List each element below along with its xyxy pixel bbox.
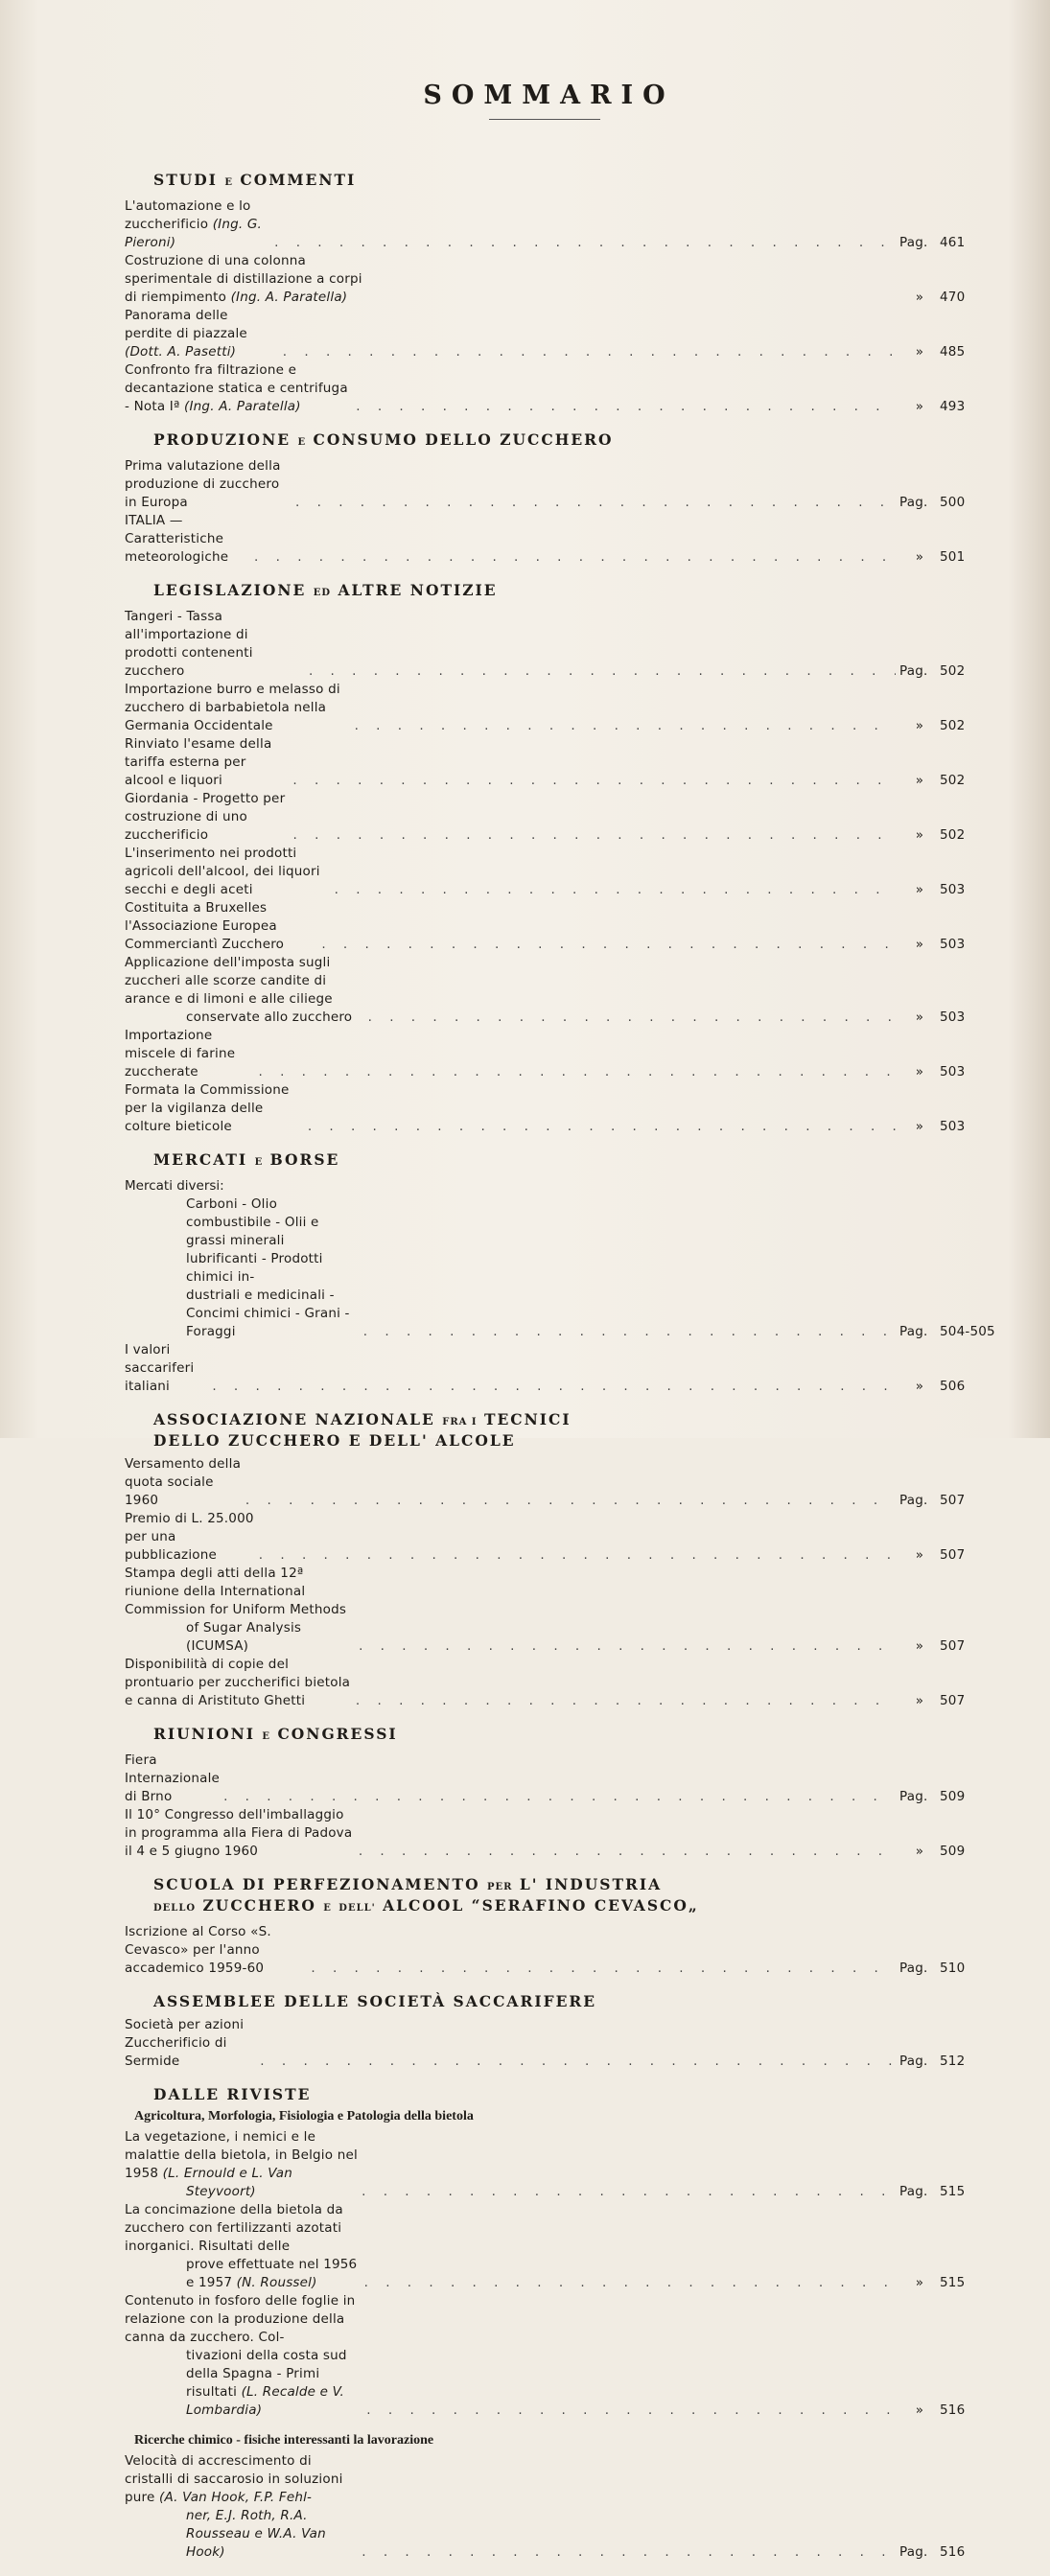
section-riunioni [125,1725,997,1861]
toc-entry[interactable]: Applicazione dell'imposta sugli zuccheri alle scorze candite di arance e di limoni e alle ciliege conservate allo zucchero . . . » 503 [125,954,997,1027]
toc-entry[interactable]: L'inserimento nei prodotti agricoli dell'alcool, dei liquori secchi e degli aceti . . . » 503 [125,845,997,899]
toc-entry[interactable]: L'automazione e lo zuccherificio (Ing. G. Pieroni) . . . Pag. 461 [125,197,997,252]
toc-entry[interactable]: Prima valutazione della produzione di zucchero in Europa . . . Pag. 500 [125,457,997,512]
toc-entry[interactable]: Giordania - Progetto per costruzione di uno zuccherificio . . . » 502 [125,790,997,845]
toc-entry[interactable]: Il 10° Congresso dell'imballaggio in programma alla Fiera di Padova il 4 e 5 giugno 1960 . . . » 509 [125,1806,997,1861]
group-label: Mercati diversi: [125,1178,224,1194]
section-assemblee [125,1992,997,2071]
toc-entry[interactable]: Iscrizione al Corso «S. Cevasco» per l'anno accademico 1959-60 . . . Pag. 510 [125,1923,997,1978]
section-heading: RIUNIONI E CONGRESSI [153,1725,398,1743]
section-legislazione [125,581,997,1136]
toc-entry[interactable]: ITALIA — Caratteristiche meteorologiche . . . » 501 [125,512,997,567]
toc-entry[interactable]: Stampa degli atti della 12ª riunione della International Commission for Uniform Methods of Sugar Analysis (ICUMSA) . . . » 507 [125,1565,997,1656]
title-underline [489,119,600,120]
toc-entry[interactable]: I valori saccariferi italiani . . . » 506 [125,1341,997,1396]
section-mercati [125,1150,997,1396]
section-studi [125,171,997,416]
section-scuola [125,1875,997,1978]
toc-entry[interactable]: Importazione miscele di farine zuccherate . . . » 503 [125,1027,997,1081]
section-heading: MERCATI E BORSE [153,1150,340,1169]
toc-entry[interactable]: La concimazione della bietola da zucchero con fertilizzanti azotati inorganici. Risultati delle prove effettuate nel 1956 e 1957 (N. Roussel) . . . » 515 [125,2201,997,2292]
toc-entry[interactable]: Disponibilità di copie del prontuario per zuccherifici bietola e canna di Aristituto Ghetti . . . » 507 [125,1656,997,1710]
subsection-heading: Agricoltura, Morfologia, Fisiologia e Patologia della bietola [134,2109,474,2123]
toc-entry[interactable]: Contenuto in fosforo delle foglie in relazione con la produzione della canna da zucchero. Col- tivazioni della costa sud della Spagna - Primi risultati (L. Recalde e V. Lombardia) . . . » 516 [125,2292,997,2420]
toc-entry[interactable]: Premio di L. 25.000 per una pubblicazione . . . » 507 [125,1510,997,1565]
section-heading: LEGISLAZIONE ED ALTRE NOTIZIE [153,581,498,599]
section-heading: PRODUZIONE E CONSUMO DELLO ZUCCHERO [153,430,614,449]
toc-entry[interactable]: Tangeri - Tassa all'importazione di prodotti contenenti zucchero . . . Pag. 502 [125,608,997,681]
subsection-heading: Ricerche chimico - fisiche interessanti la lavorazione [134,2433,434,2448]
section-heading: STUDI E COMMENTI [153,171,357,189]
section-heading: ASSEMBLEE DELLE SOCIETÀ SACCARIFERE [153,1992,597,2010]
toc-entry[interactable]: Costituita a Bruxelles l'Associazione Europea Commerciantì Zucchero . . . » 503 [125,899,997,954]
toc-entry[interactable]: Carboni - Olio combustibile - Olii e grassi minerali lubrificanti - Prodotti chimici in- dustriali e medicinali - Concimi chimici - Grani - Foraggi . . . Pag. 504-505 [125,1195,997,1341]
toc-entry[interactable]: Fiera Internazionale di Brno . . . Pag. 509 [125,1752,997,1806]
section-produzione [125,430,997,567]
toc-entry[interactable]: Versamento della quota sociale 1960 . . . Pag. 507 [125,1455,997,1510]
table-of-contents [125,171,997,2576]
toc-entry[interactable]: Panorama delle perdite di piazzale (Dott. A. Pasetti) . . . » 485 [125,307,997,361]
page-title: SOMMARIO [423,81,675,110]
toc-entry[interactable]: Confronto fra filtrazione e decantazione statica e centrifuga - Nota Iª (Ing. A. Paratella) . . . » 493 [125,361,997,416]
section-heading: ASSOCIAZIONE NAZIONALE FRA I TECNICI DELLO ZUCCHERO E DELL' ALCOLE [153,1410,572,1450]
section-heading: DALLE RIVISTE [153,2085,312,2103]
toc-entry[interactable]: Velocità di accrescimento di cristalli di saccarosio in soluzioni pure (A. Van Hook, F.P. Fehl- ner, E.J. Roth, R.A. Rousseau e W.A. Van Hook) . . . Pag. 516 [125,2452,997,2562]
toc-entry[interactable]: La vegetazione, i nemici e le malattie della bietola, in Belgio nel 1958 (L. Ernould e L. Van Steyvoort) . . . Pag. 515 [125,2128,997,2201]
section-associazione [125,1410,997,1710]
toc-entry[interactable]: Importazione burro e melasso di zucchero di barbabietola nella Germania Occidentale . . . » 502 [125,681,997,735]
toc-entry[interactable]: Rinviato l'esame della tariffa esterna per alcool e liquori . . . » 502 [125,735,997,790]
section-riviste [125,2085,997,2562]
section-heading: SCUOLA DI PERFEZIONAMENTO PER L' INDUSTRIA DELLO ZUCCHERO E DELL' ALCOOL “SERAFINO CEVASCO„ [153,1875,699,1915]
toc-entry[interactable]: Società per azioni Zuccherificio di Sermide . . . Pag. 512 [125,2016,997,2071]
toc-entry[interactable]: Costruzione di una colonna sperimentale di distillazione a corpi di riempimento (Ing. A. Paratella) » 470 [125,253,966,305]
toc-entry[interactable]: Formata la Commissione per la vigilanza delle colture bieticole . . . » 503 [125,1081,997,1136]
